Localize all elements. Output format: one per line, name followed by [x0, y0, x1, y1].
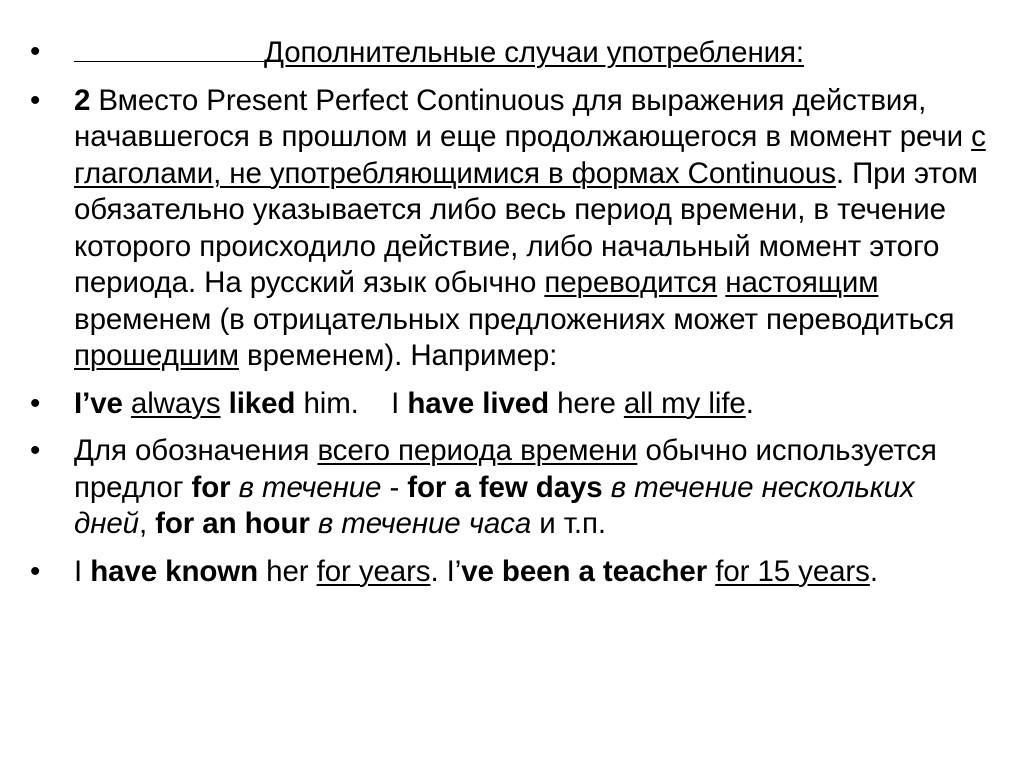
text [123, 387, 131, 420]
paragraph-for-usage [26, 433, 986, 543]
italic-text: в течение часа [317, 507, 532, 540]
bold-text: I’ve [74, 386, 123, 420]
underlined-text: всего периода времени [317, 434, 638, 467]
text [603, 471, 611, 504]
text: обычно используется предлог [74, 434, 937, 504]
underlined-text: for 15 years [715, 554, 870, 588]
bold-text: for [191, 470, 231, 504]
text [231, 471, 239, 504]
underlined-text: прошедшим [74, 339, 239, 372]
bold-text: have known [90, 554, 259, 588]
text: . [745, 386, 754, 420]
text [310, 507, 318, 540]
bullet-list [26, 34, 986, 601]
bold-text: have lived [407, 386, 550, 420]
underlined-text: с глаголами, не употребляющимися в формах Continuous [74, 120, 986, 190]
bold-text: for a few days [407, 470, 603, 504]
text: Вместо Present Perfect Continuous для выражения действия, начавшегося в прошлом и еще продолжающегося в момент речи [74, 83, 972, 153]
text: I [74, 554, 91, 588]
italic-text: в течение [238, 470, 382, 504]
underlined-text: all my life [623, 386, 746, 420]
text [221, 387, 229, 420]
example-item-1 [26, 386, 986, 423]
text: . [869, 554, 878, 588]
underlined-text: always [130, 386, 221, 420]
text: here [549, 386, 624, 420]
paragraph-rule-2 [26, 83, 986, 375]
underlined-text: for years [316, 554, 431, 588]
example-item-2 [26, 554, 986, 591]
underlined-text: переводится [544, 266, 718, 299]
text: . I’ [430, 554, 462, 588]
text: временем (в отрицательных предложениях может переводиться [74, 302, 955, 336]
text: . При этом обязательно указывается либо весь период времени, в течение которого происходило действие, либо начальный момент этого периода. На русский язык обычно [74, 156, 978, 299]
rule-number: 2 [74, 83, 91, 117]
heading-blank-line [74, 34, 264, 62]
italic-text: в течение нескольких дней [74, 470, 915, 540]
text: him. I [295, 386, 408, 420]
text: - [381, 470, 408, 504]
text: и т.п. [531, 507, 606, 540]
bold-text: liked [228, 386, 296, 420]
bold-text: ve been a teacher [461, 554, 708, 588]
text: , [138, 507, 156, 540]
text: her [258, 554, 317, 588]
text: временем). Например: [238, 339, 558, 372]
heading-item [26, 34, 986, 72]
bold-text: for an hour [155, 507, 310, 540]
underlined-text: настоящим [725, 266, 879, 299]
text: Для обозначения [74, 434, 318, 467]
section-heading: Дополнительные случаи употребления: [264, 36, 804, 69]
